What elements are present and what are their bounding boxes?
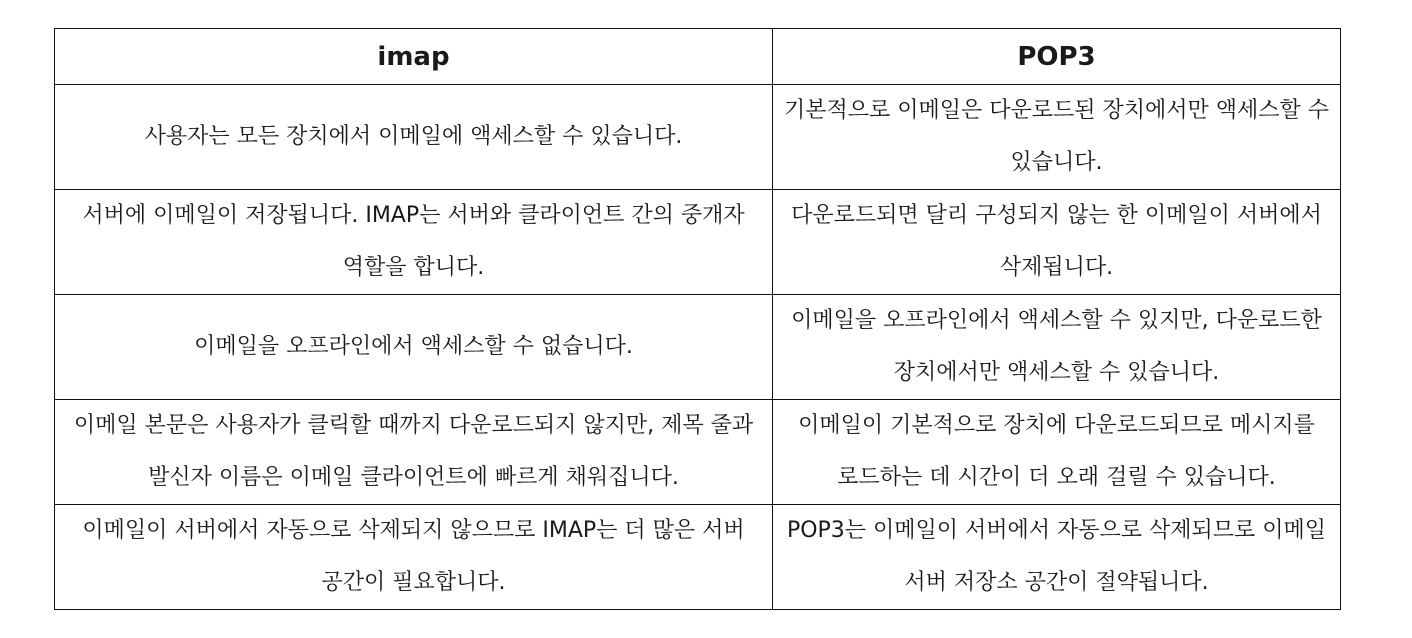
header-imap: imap xyxy=(55,29,773,85)
cell-pop3: 이메일을 오프라인에서 액세스할 수 있지만, 다운로드한 장치에서만 액세스할 수 있습니다. xyxy=(773,295,1341,400)
cell-imap: 사용자는 모든 장치에서 이메일에 액세스할 수 있습니다. xyxy=(55,85,773,190)
cell-pop3: POP3는 이메일이 서버에서 자동으로 삭제되므로 이메일 서버 저장소 공간이 절약됩니다. xyxy=(773,505,1341,610)
table-row xyxy=(55,400,1341,505)
cell-imap: 이메일이 서버에서 자동으로 삭제되지 않으므로 IMAP는 더 많은 서버 공간이 필요합니다. xyxy=(55,505,773,610)
cell-pop3: 다운로드되면 달리 구성되지 않는 한 이메일이 서버에서 삭제됩니다. xyxy=(773,190,1341,295)
cell-pop3: 기본적으로 이메일은 다운로드된 장치에서만 액세스할 수 있습니다. xyxy=(773,85,1341,190)
table-row xyxy=(55,85,1341,190)
cell-imap: 서버에 이메일이 저장됩니다. IMAP는 서버와 클라이언트 간의 중개자 역할을 합니다. xyxy=(55,190,773,295)
header-pop3: POP3 xyxy=(773,29,1341,85)
table-row xyxy=(55,295,1341,400)
comparison-table-container xyxy=(54,28,1340,610)
cell-imap: 이메일을 오프라인에서 액세스할 수 없습니다. xyxy=(55,295,773,400)
cell-pop3: 이메일이 기본적으로 장치에 다운로드되므로 메시지를 로드하는 데 시간이 더 오래 걸릴 수 있습니다. xyxy=(773,400,1341,505)
cell-imap: 이메일 본문은 사용자가 클릭할 때까지 다운로드되지 않지만, 제목 줄과 발신자 이름은 이메일 클라이언트에 빠르게 채워집니다. xyxy=(55,400,773,505)
table-row xyxy=(55,505,1341,610)
table-row xyxy=(55,190,1341,295)
imap-pop3-comparison-table xyxy=(54,28,1341,610)
table-header-row xyxy=(55,29,1341,85)
